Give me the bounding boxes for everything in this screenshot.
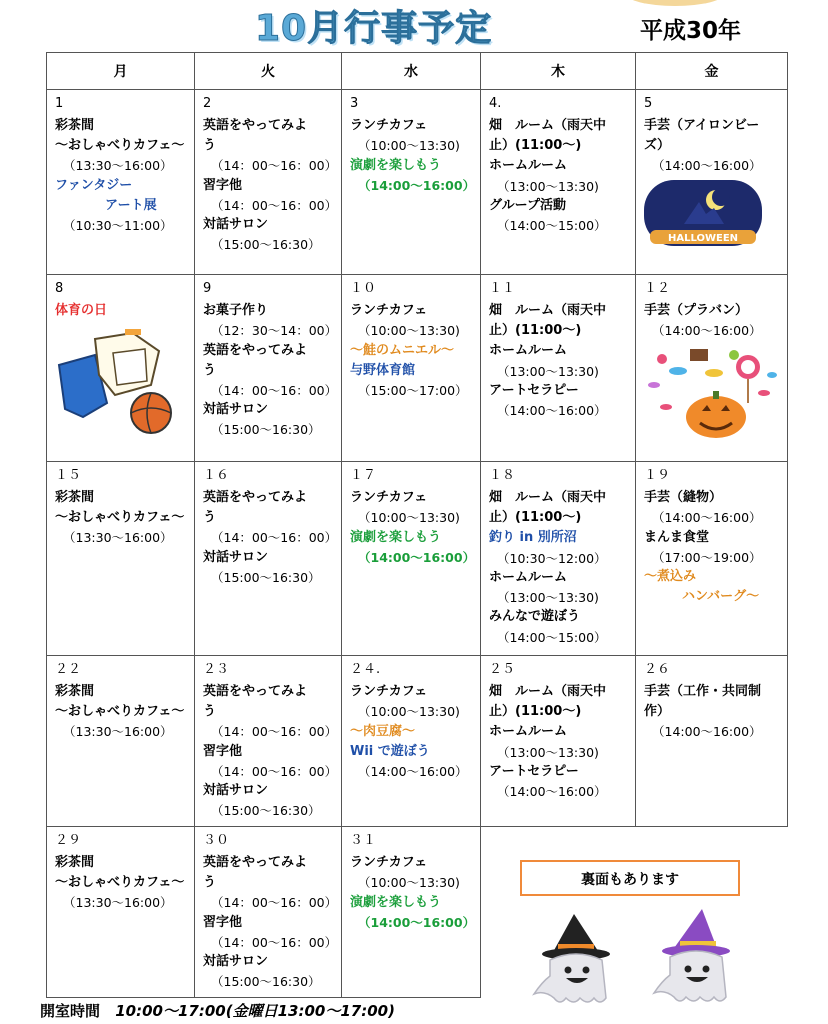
event-saisakan: 彩茶間 xyxy=(55,490,95,506)
event-time: （15:00～16:30） xyxy=(211,803,321,819)
event-dialogue-salon: 対話サロン xyxy=(203,402,269,418)
day-number: １７ xyxy=(350,468,377,483)
weekday-wed: 水 xyxy=(342,53,481,90)
event-english-cont: う xyxy=(203,510,217,526)
day-number: ２３ xyxy=(203,662,230,677)
day-number: ２９ xyxy=(55,833,82,848)
event-time: （13:30～16:00） xyxy=(63,724,173,740)
opening-hours xyxy=(40,1000,395,1021)
event-subtitle: ～おしゃべりカフェ～ xyxy=(55,704,185,720)
event-lunch-cafe: ランチカフェ xyxy=(350,855,428,871)
weekday-header-row xyxy=(47,53,788,90)
ghost-orange-hat-icon xyxy=(530,910,620,1010)
event-calligraphy: 習字他 xyxy=(203,743,243,759)
event-time: （15:00～16:30） xyxy=(211,237,321,253)
event-play-together: みんなで遊ぼう xyxy=(489,609,581,625)
event-time: （14:00～15:00） xyxy=(497,629,607,645)
event-subtitle: ～おしゃべりカフェ～ xyxy=(55,138,185,154)
event-time: （15:00～16:30） xyxy=(211,422,321,438)
ghost-purple-hat-icon xyxy=(650,905,740,1010)
event-time: （13:00～13:30) xyxy=(497,590,599,606)
event-dialogue-salon: 対話サロン xyxy=(203,549,269,565)
event-time: （14:00～16:00） xyxy=(652,323,762,339)
opening-hours-label: 開室時間 xyxy=(40,1002,101,1020)
event-homeroom: ホームルーム xyxy=(489,343,568,359)
event-calligraphy: 習字他 xyxy=(203,914,243,930)
event-time: （14:00～16:00） xyxy=(358,549,476,565)
event-time: （13:30～16:00） xyxy=(63,530,173,546)
event-english: 英語をやってみよ xyxy=(203,490,308,506)
day-number: １２ xyxy=(644,281,671,296)
day-number: １５ xyxy=(55,468,82,483)
event-farm-room-cont: 止）(11:00～) xyxy=(489,510,582,526)
day-cell-17 xyxy=(342,462,481,656)
day-number: ２２ xyxy=(55,662,82,677)
event-menu: ～肉豆腐～ xyxy=(350,723,416,739)
week-row xyxy=(47,275,788,462)
day-cell-9 xyxy=(195,275,342,462)
day-cell-31 xyxy=(342,827,481,998)
event-drama: 演劇を楽しもう xyxy=(350,894,442,910)
day-cell-16 xyxy=(195,462,342,656)
event-time: （13:00～13:30) xyxy=(497,178,599,194)
event-time: （14：00～16：00） xyxy=(211,530,338,546)
day-cell-30 xyxy=(195,827,342,998)
week-row xyxy=(47,90,788,275)
event-time: （14:00～16:00） xyxy=(652,510,762,526)
day-number: 1 xyxy=(55,96,64,111)
day-cell-3 xyxy=(342,90,481,275)
event-wii: Wii で遊ぼう xyxy=(350,743,430,759)
day-number: １９ xyxy=(644,468,671,483)
event-time: （10:00～13:30) xyxy=(358,138,460,154)
event-english-cont: う xyxy=(203,704,217,720)
event-saisakan: 彩茶間 xyxy=(55,684,95,700)
event-farm-room-cont: 止）(11:00～) xyxy=(489,704,582,720)
event-craft-plaban: 手芸（プラバン） xyxy=(644,303,749,319)
event-lunch-cafe: ランチカフェ xyxy=(350,303,428,319)
halloween-moon-illustration xyxy=(644,180,762,246)
event-time: （14：00～16：00） xyxy=(211,895,338,911)
day-cell-8 xyxy=(47,275,195,462)
event-time: （14:00～16:00） xyxy=(358,763,468,779)
day-number: 8 xyxy=(55,281,64,296)
event-time: （10:00～13:30) xyxy=(358,704,460,720)
day-cell-12 xyxy=(636,275,788,462)
event-farm-room: 畑 ルーム（雨天中 xyxy=(489,118,607,134)
event-time: （14:00～16:00） xyxy=(652,724,762,740)
event-time: （10:00～13:30) xyxy=(358,323,460,339)
event-menu-cont: ハンバーグ～ xyxy=(682,589,760,605)
event-subtitle: ～おしゃべりカフェ～ xyxy=(55,510,185,526)
event-english: 英語をやってみよ xyxy=(203,684,308,700)
day-cell-24 xyxy=(342,656,481,827)
event-time: （14:00～16:00） xyxy=(497,403,607,419)
weekday-fri: 金 xyxy=(636,53,788,90)
sportswear-illustration xyxy=(55,325,181,437)
weekday-mon: 月 xyxy=(47,53,195,90)
event-lunch-cafe: ランチカフェ xyxy=(350,490,428,506)
day-number: 5 xyxy=(644,96,653,111)
event-time: （10:00～13:30) xyxy=(358,875,460,891)
event-english-cont: う xyxy=(203,875,217,891)
opening-hours-value: 10:00～17:00(金曜日13:00～17:00) xyxy=(115,1002,395,1020)
back-side-notice: 裏面もあります xyxy=(520,860,740,896)
event-subtitle: ～おしゃべりカフェ～ xyxy=(55,875,185,891)
event-homeroom: ホームルーム xyxy=(489,158,568,174)
event-lunch-cafe: ランチカフェ xyxy=(350,684,428,700)
era-year: 平成30年 xyxy=(640,18,742,44)
event-time: （14：00～16：00） xyxy=(211,724,338,740)
day-number: １１ xyxy=(489,281,516,296)
day-cell-26 xyxy=(636,656,788,827)
event-time: （14:00～16:00） xyxy=(358,914,476,930)
day-number: １６ xyxy=(203,468,230,483)
day-cell-5 xyxy=(636,90,788,275)
day-cell-1 xyxy=(47,90,195,275)
event-time: （14：00～16：00） xyxy=(211,197,338,213)
event-time: （13:00～13:30) xyxy=(497,363,599,379)
event-dialogue-salon: 対話サロン xyxy=(203,783,269,799)
day-number: 9 xyxy=(203,281,212,296)
event-craft-collab-cont: 作） xyxy=(644,704,671,720)
day-number: ３０ xyxy=(203,833,230,848)
event-english: 英語をやってみよ xyxy=(203,118,308,134)
event-lunch-cafe: ランチカフェ xyxy=(350,118,428,134)
event-menu: ～煮込み xyxy=(644,569,697,585)
event-time: （15:00～16:30） xyxy=(211,569,321,585)
event-saisakan: 彩茶間 xyxy=(55,118,95,134)
day-number: ２４. xyxy=(350,662,381,677)
event-fishing: 釣り in 別所沼 xyxy=(489,530,577,546)
day-cell-15 xyxy=(47,462,195,656)
event-craft-sewing: 手芸（縫物） xyxy=(644,490,723,506)
event-art-therapy: アートセラピー xyxy=(489,763,579,779)
event-time: （14:00～16:00） xyxy=(497,784,607,800)
event-art-exhibit: アート展 xyxy=(105,197,157,213)
event-farm-room-cont: 止）(11:00～) xyxy=(489,323,582,339)
event-english-cont: う xyxy=(203,138,217,154)
event-time: （15:00～16:30） xyxy=(211,974,321,990)
event-time: （15:00～17:00） xyxy=(358,382,468,398)
day-number: １０ xyxy=(350,281,377,296)
event-homeroom: ホームルーム xyxy=(489,724,568,740)
event-time: （14:00～16:00） xyxy=(652,158,762,174)
week-row xyxy=(47,656,788,827)
candy-pumpkin-illustration xyxy=(644,345,780,441)
event-manma-diner: まんま食堂 xyxy=(644,529,710,545)
day-cell-25 xyxy=(481,656,636,827)
event-time: （14：00～16：00） xyxy=(211,934,338,950)
event-farm-room: 畑 ルーム（雨天中 xyxy=(489,303,607,319)
event-craft-collab: 手芸（工作・共同制 xyxy=(644,684,762,700)
day-number: 2 xyxy=(203,96,212,111)
event-english-cont: う xyxy=(203,362,217,378)
event-art-therapy: アートセラピー xyxy=(489,382,579,398)
event-time: （14：00～16：00） xyxy=(211,382,338,398)
event-farm-room-cont: 止）(11:00～) xyxy=(489,138,582,154)
event-sweets-making: お菓子作り xyxy=(203,303,269,319)
event-group-activity: グループ活動 xyxy=(489,197,566,213)
event-time: （12：30～14：00） xyxy=(211,323,338,339)
weekday-thu: 木 xyxy=(481,53,636,90)
event-menu: ～鮭のムニエル～ xyxy=(350,342,455,358)
event-english: 英語をやってみよ xyxy=(203,342,308,358)
day-cell-10 xyxy=(342,275,481,462)
day-number: 4. xyxy=(489,96,502,111)
event-time: （14：00～16：00） xyxy=(211,763,338,779)
event-time: （13:00～13:30) xyxy=(497,744,599,760)
event-time: （10:30～12:00） xyxy=(497,550,607,566)
event-calligraphy: 習字他 xyxy=(203,177,243,193)
day-number: ２５ xyxy=(489,662,516,677)
day-cell-29 xyxy=(47,827,195,998)
event-time: （14：00～16：00） xyxy=(211,158,338,174)
halloween-label: HALLOWEEN xyxy=(667,232,739,244)
event-craft-beads: 手芸（アイロンビー xyxy=(644,118,760,134)
event-sports-day: 体育の日 xyxy=(55,303,108,319)
event-saisakan: 彩茶間 xyxy=(55,855,95,871)
day-number: 3 xyxy=(350,96,359,111)
event-farm-room: 畑 ルーム（雨天中 xyxy=(489,490,607,506)
event-time: （13:30～16:00） xyxy=(63,158,173,174)
day-cell-19 xyxy=(636,462,788,656)
event-yono-gym: 与野体育館 xyxy=(350,362,416,378)
event-time: （13:30～16:00） xyxy=(63,895,173,911)
event-fantasy: ファンタジー xyxy=(55,177,133,193)
top-decoration xyxy=(625,0,725,6)
day-number: ３１ xyxy=(350,833,377,848)
day-cell-11 xyxy=(481,275,636,462)
day-cell-4 xyxy=(481,90,636,275)
event-time: （10:30～11:00） xyxy=(63,218,173,234)
day-number: ２６ xyxy=(644,662,671,677)
day-cell-18 xyxy=(481,462,636,656)
event-dialogue-salon: 対話サロン xyxy=(203,217,269,233)
event-drama: 演劇を楽しもう xyxy=(350,157,442,173)
event-drama: 演劇を楽しもう xyxy=(350,529,442,545)
event-farm-room: 畑 ルーム（雨天中 xyxy=(489,684,607,700)
event-time: （17:00～19:00） xyxy=(652,549,762,565)
event-dialogue-salon: 対話サロン xyxy=(203,954,269,970)
event-time: （10:00～13:30) xyxy=(358,510,460,526)
event-time: （14:00～15:00） xyxy=(497,218,607,234)
event-craft-beads-cont: ズ） xyxy=(644,138,671,154)
day-number: １８ xyxy=(489,468,516,483)
week-row xyxy=(47,462,788,656)
weekday-tue: 火 xyxy=(195,53,342,90)
event-homeroom: ホームルーム xyxy=(489,569,568,585)
day-cell-2 xyxy=(195,90,342,275)
calendar-table xyxy=(46,52,788,998)
event-english: 英語をやってみよ xyxy=(203,855,308,871)
day-cell-22 xyxy=(47,656,195,827)
page-title: 10月行事予定 xyxy=(255,8,493,49)
event-time: （14:00～16:00） xyxy=(358,177,476,193)
day-cell-23 xyxy=(195,656,342,827)
